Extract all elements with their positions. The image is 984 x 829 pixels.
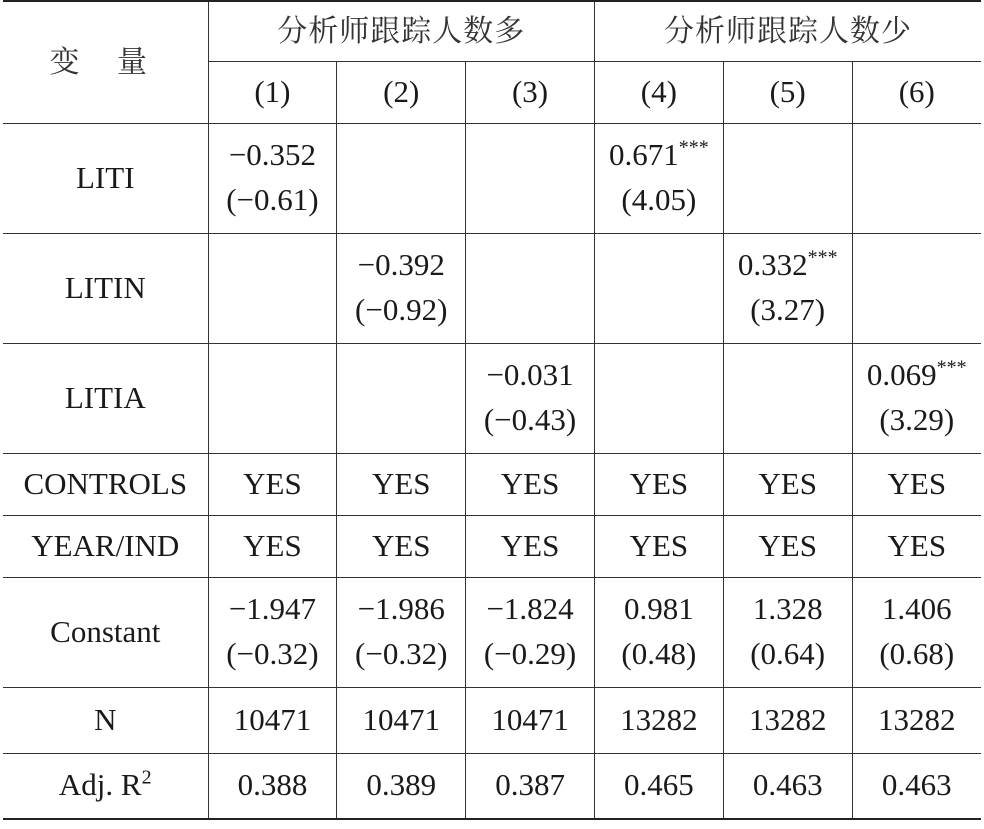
- cell-adj-r2-2: 0.389: [337, 753, 466, 819]
- group-high-header: 分析师跟踪人数多: [208, 1, 594, 61]
- cell-litia-5: [723, 343, 852, 453]
- cell-litin-3: [466, 233, 595, 343]
- cell-litia-1: [208, 343, 337, 453]
- cell-litin-1: [208, 233, 337, 343]
- cell-litia-3: [466, 343, 595, 453]
- cell-year-ind-5: YES: [723, 515, 852, 577]
- row-label-liti: LITI: [3, 123, 208, 233]
- cell-liti-4: [594, 123, 723, 233]
- coef: −1.947: [228, 591, 317, 627]
- coef: 0.069: [866, 357, 937, 393]
- coef: −0.392: [357, 247, 445, 283]
- cell-controls-3: YES: [466, 453, 595, 515]
- t-stat: (3.27): [750, 292, 826, 327]
- coef: 0.332: [737, 247, 808, 283]
- t-stat: (−0.61): [226, 182, 319, 217]
- table-row-litin: [3, 233, 981, 343]
- coef: −1.986: [357, 591, 445, 627]
- column-header-1: (1): [208, 61, 337, 123]
- coef: 1.406: [881, 591, 952, 627]
- cell-litin-6: [852, 233, 981, 343]
- table-row-constant: [3, 577, 981, 687]
- cell-constant-6: [852, 577, 981, 687]
- column-header-6: (6): [852, 61, 981, 123]
- cell-n-2: 10471: [337, 687, 466, 753]
- cell-year-ind-4: YES: [594, 515, 723, 577]
- row-label-constant: Constant: [3, 577, 208, 687]
- coef: −1.824: [486, 591, 574, 627]
- coef: −0.031: [486, 357, 574, 393]
- table-row-litia: [3, 343, 981, 453]
- row-label-adj-r2: [3, 753, 208, 819]
- cell-constant-5: [723, 577, 852, 687]
- superscript-2: 2: [141, 766, 152, 789]
- table-row-controls: [3, 453, 981, 515]
- regression-table: [3, 0, 981, 820]
- cell-adj-r2-1: 0.388: [208, 753, 337, 819]
- table-row-n: [3, 687, 981, 753]
- table-row-adj-r2: [3, 753, 981, 819]
- cell-n-6: 13282: [852, 687, 981, 753]
- cell-constant-3: [466, 577, 595, 687]
- t-stat: (−0.29): [483, 636, 577, 671]
- cell-controls-1: YES: [208, 453, 337, 515]
- cell-n-3: 10471: [466, 687, 595, 753]
- column-header-2: (2): [337, 61, 466, 123]
- t-stat: (4.05): [621, 182, 697, 217]
- cell-litin-5: [723, 233, 852, 343]
- t-stat: (−0.43): [483, 402, 577, 437]
- adj-r-label: Adj. R: [58, 767, 142, 803]
- row-label-year-ind: YEAR/IND: [3, 515, 208, 577]
- cell-liti-3: [466, 123, 595, 233]
- cell-litia-4: [594, 343, 723, 453]
- cell-adj-r2-4: 0.465: [594, 753, 723, 819]
- cell-n-1: 10471: [208, 687, 337, 753]
- cell-year-ind-3: YES: [466, 515, 595, 577]
- coef-with-stars: [724, 243, 852, 288]
- t-stat: (−0.32): [355, 636, 448, 671]
- cell-constant-2: [337, 577, 466, 687]
- cell-adj-r2-3: 0.387: [466, 753, 595, 819]
- cell-year-ind-1: YES: [208, 515, 337, 577]
- cell-adj-r2-5: 0.463: [723, 753, 852, 819]
- significance-stars: ***: [936, 356, 967, 379]
- significance-stars: ***: [807, 246, 838, 269]
- cell-constant-1: [208, 577, 337, 687]
- t-stat: (−0.92): [355, 292, 448, 327]
- cell-constant-4: [594, 577, 723, 687]
- cell-year-ind-6: YES: [852, 515, 981, 577]
- cell-litin-2: [337, 233, 466, 343]
- cell-controls-2: YES: [337, 453, 466, 515]
- cell-liti-1: [208, 123, 337, 233]
- header-row-groups: [3, 1, 981, 61]
- significance-stars: ***: [678, 136, 709, 159]
- row-label-litin: LITIN: [3, 233, 208, 343]
- coef: 0.671: [609, 137, 679, 173]
- cell-n-4: 13282: [594, 687, 723, 753]
- coef: 1.328: [752, 591, 823, 627]
- group-low-header: 分析师跟踪人数少: [594, 1, 981, 61]
- t-stat: (3.29): [879, 402, 955, 437]
- t-stat: (0.68): [879, 636, 955, 671]
- cell-liti-5: [723, 123, 852, 233]
- cell-liti-2: [337, 123, 466, 233]
- column-header-3: (3): [466, 61, 595, 123]
- cell-liti-6: [852, 123, 981, 233]
- cell-controls-5: YES: [723, 453, 852, 515]
- t-stat: (−0.32): [226, 636, 319, 671]
- cell-controls-4: YES: [594, 453, 723, 515]
- row-label-controls: CONTROLS: [3, 453, 208, 515]
- cell-adj-r2-6: 0.463: [852, 753, 981, 819]
- row-label-n: N: [3, 687, 208, 753]
- t-stat: (0.48): [621, 636, 697, 671]
- table-row-year-ind: [3, 515, 981, 577]
- column-header-5: (5): [723, 61, 852, 123]
- cell-n-5: 13282: [723, 687, 852, 753]
- cell-litia-6: [852, 343, 981, 453]
- cell-year-ind-2: YES: [337, 515, 466, 577]
- column-header-4: (4): [594, 61, 723, 123]
- cell-controls-6: YES: [852, 453, 981, 515]
- t-stat: (0.64): [750, 636, 826, 671]
- table-row-liti: [3, 123, 981, 233]
- coef-with-stars: [595, 133, 723, 178]
- cell-litin-4: [594, 233, 723, 343]
- coef: −0.352: [228, 137, 317, 173]
- cell-litia-2: [337, 343, 466, 453]
- variable-header: 变 量: [3, 1, 208, 123]
- coef: 0.981: [624, 591, 694, 627]
- coef-with-stars: [853, 353, 981, 398]
- row-label-litia: LITIA: [3, 343, 208, 453]
